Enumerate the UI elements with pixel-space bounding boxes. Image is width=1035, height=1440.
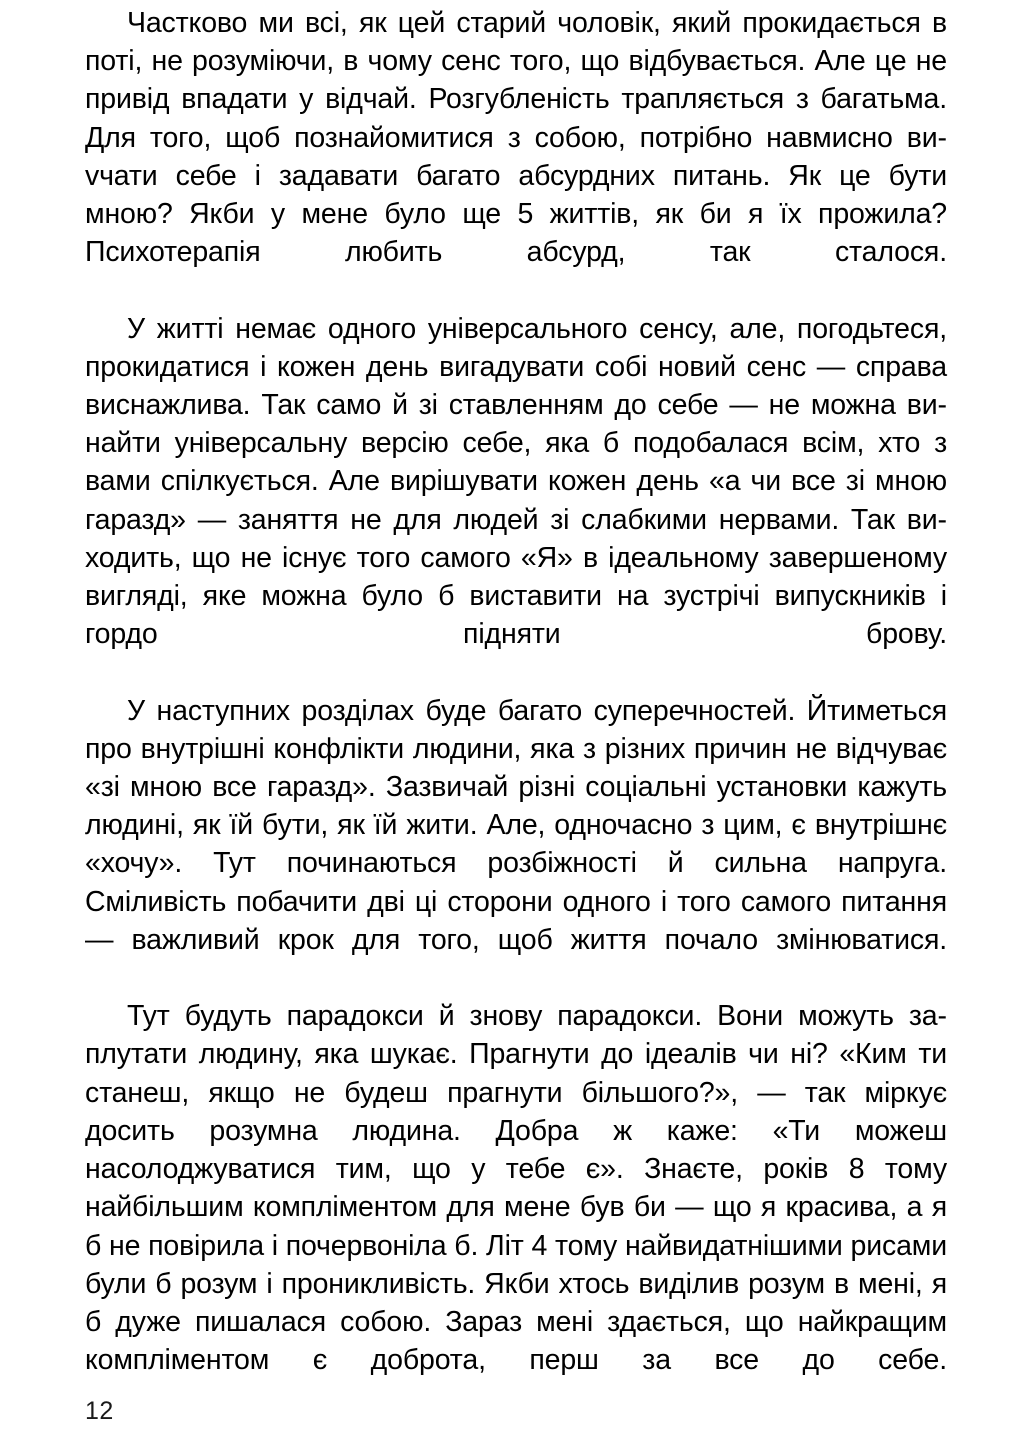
page-number: 12 bbox=[85, 1397, 114, 1425]
paragraph: Тут будуть парадокси й знову парадокси. Вони можуть заплутати людину, яка шукає. Прагнути до ідеалів чи ні? «Ким ти станеш, якщо не будеш прагнути більшого?», — так міркує досить розумна людина. Добра ж каже: «Ти можеш насолоджуватися тим, що у тебе є». Знаєте, років 8 тому найбільшим компліментом для мене був би — що я красива, а я б не повірила і почервоніла б. Літ 4 тому найвидатнішими рисами були б розум і проникливість. Якби хтось виділив розум в мені, я б дуже пишалася собою. Зараз мені здається, що найкращим компліментом є доброта, перш за все до себе. bbox=[85, 1000, 947, 1377]
paragraph: У житті немає одного універсального сенсу, але, погодьтеся, прокидатися і кожен день вигадувати собі новий сенс — справа виснажлива. Так само й зі ставленням до себе — не можна винайти універсальну версію себе, яка б подобалася всім, хто з вами спілкується. Але вирішувати кожен день «а чи все зі мною гаразд» — заняття не для людей зі слабкими нервами. Так виходить, що не існує того самого «Я» в ідеальному завершеному вигляді, яке можна було б виставити на зустрічі випускників і гордо підняти брову. bbox=[85, 312, 947, 651]
paragraph: У наступних розділах буде багато суперечностей. Йтиметься про внутрішні конфлікти людини, яка з різних причин не відчуває «зі мною все гаразд». Зазвичай різні соціальні установки кажуть людині, як їй бути, як їй жити. Але, одночасно з цим, є внутрішнє «хочу». Тут починаються розбіжності й сильна напруга. Сміливість побачити дві ці сторони одного і того самого питання — важливий крок для того, щоб життя почало змінюватися. bbox=[85, 694, 947, 956]
body-text-column bbox=[85, 4, 947, 1418]
paragraph: Частково ми всі, як цей старий чоловік, який прокидається в поті, не розуміючи, в чому сенс того, що відбувається. Але це не привід впадати у відчай. Розгубленість трапляється з багатьма. Для того, щоб познайомитися з собою, потрібно навмисно виvчати себе і задавати багато абсурдних питань. Як це бути мною? Якби у мене було ще 5 життів, як би я їх прожила? Психотерапія любить абсурд, так сталося. bbox=[85, 7, 947, 269]
